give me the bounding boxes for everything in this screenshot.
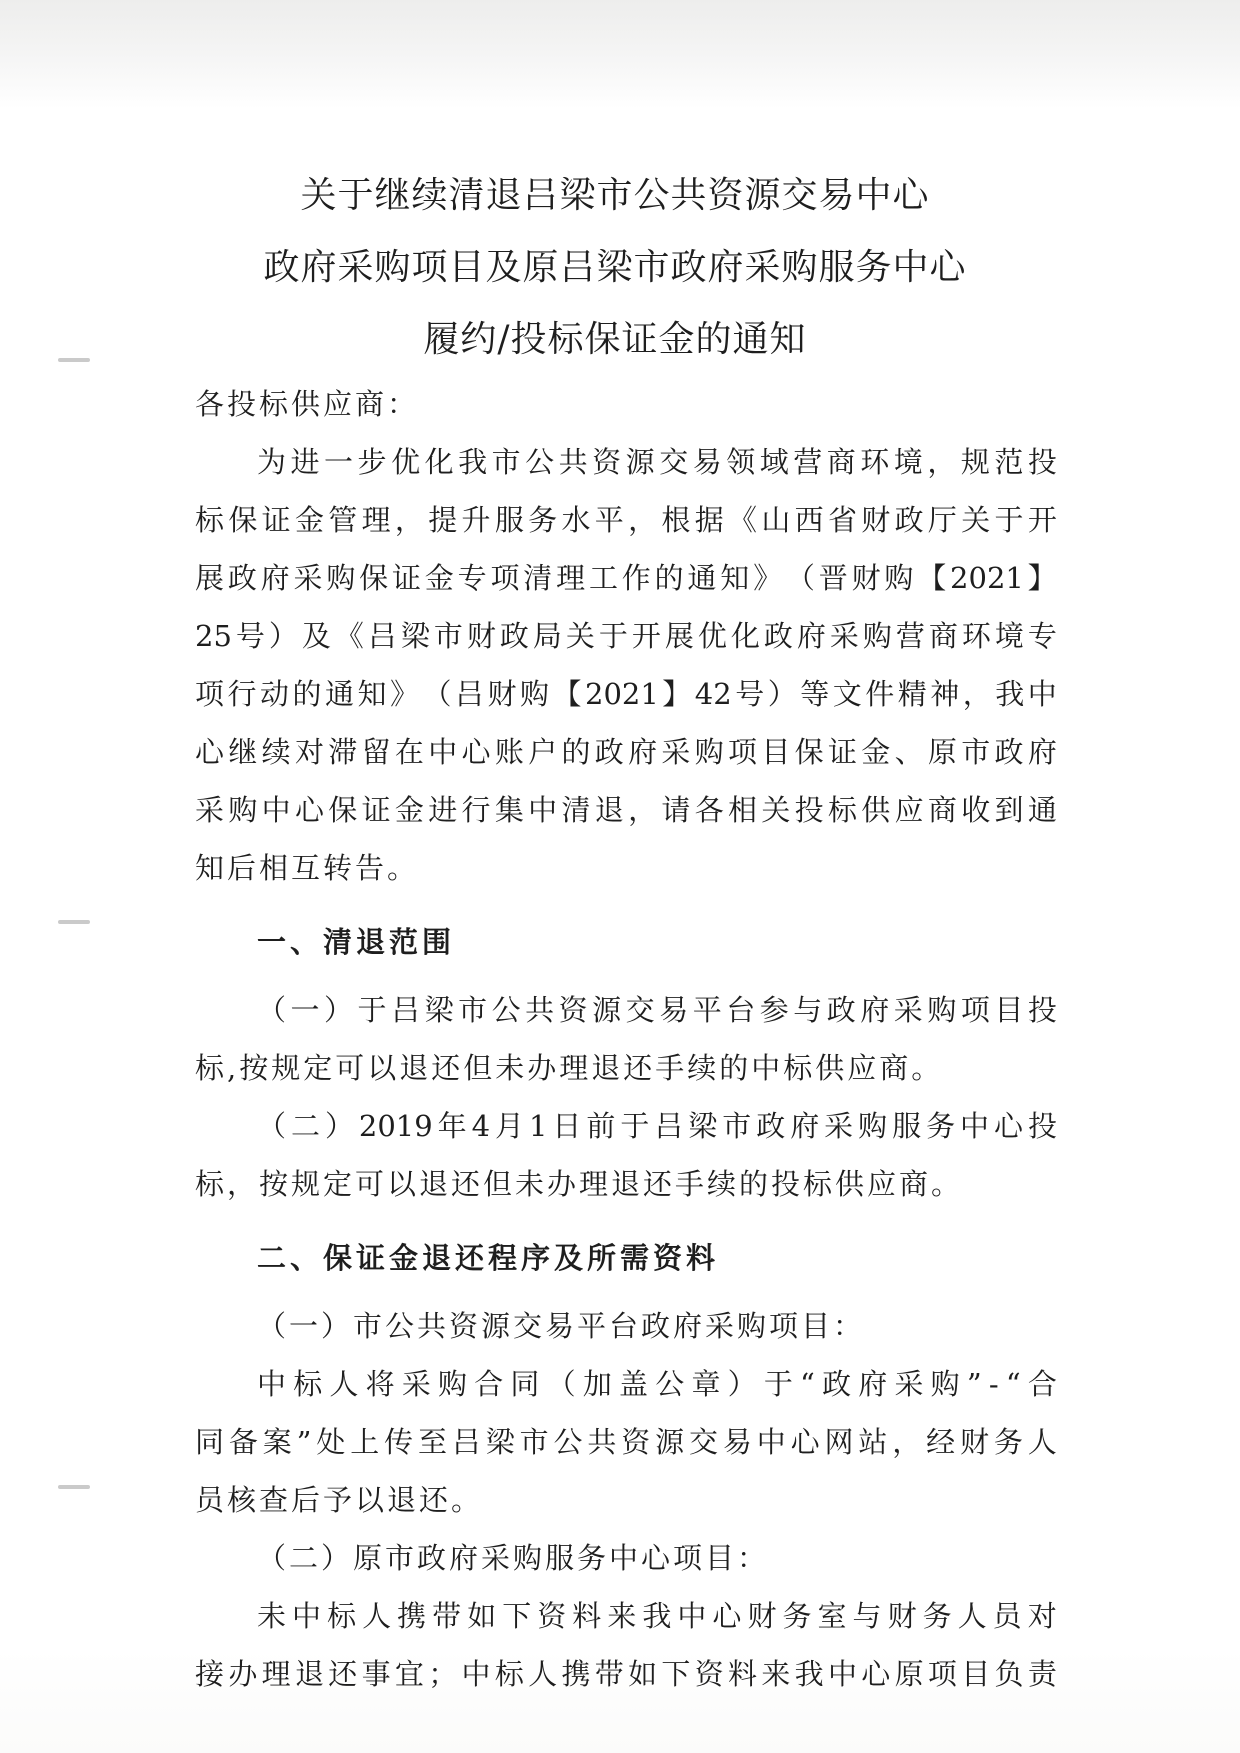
scope-item-1-line: 标,按规定可以退还但未办理退还手续的中标供应商。 bbox=[195, 1051, 944, 1085]
intro-line: 标 保 证 金 管 理 ， 提 升 服 务 水 平 ， 根 据 《 山 西 省 财 政 厅 关 于 开 bbox=[195, 503, 1057, 537]
scan-shadow bbox=[0, 0, 1240, 110]
section-heading-procedure: 二、保证金退还程序及所需资料 bbox=[257, 1241, 720, 1275]
intro-line: 知后相互转告。 bbox=[195, 851, 420, 885]
binding-hole-mark bbox=[58, 358, 90, 362]
procedure-sub2-title: （二）原市政府采购服务中心项目： bbox=[257, 1541, 770, 1575]
document-title bbox=[195, 160, 1035, 376]
intro-line: 展 政 府 采 购 保 证 金 专 项 清 理 工 作 的 通 知 》 （ 晋 财 购 【 2021 】 bbox=[195, 561, 1057, 595]
intro-line: 25 号 ） 及 《 吕 梁 市 财 政 局 关 于 开 展 优 化 政 府 采 购 营 商 环 境 专 bbox=[195, 619, 1057, 653]
binding-hole-mark bbox=[58, 1485, 90, 1489]
procedure-sub1-line: 员核查后予以退还。 bbox=[195, 1483, 484, 1517]
binding-hole-mark bbox=[58, 920, 90, 924]
spacer bbox=[195, 897, 1057, 913]
procedure-sub2-line: 接 办 理 退 还 事 宜 ； 中 标 人 携 带 如 下 资 料 来 我 中 心 原 项 目 负 责 bbox=[195, 1657, 1057, 1691]
scope-item-2-line: 标，按规定可以退还但未办理退还手续的投标供应商。 bbox=[195, 1167, 964, 1201]
salutation: 各投标供应商： bbox=[195, 387, 420, 421]
spacer bbox=[195, 1213, 1057, 1229]
intro-line: 心 继 续 对 滞 留 在 中 心 账 户 的 政 府 采 购 项 目 保 证 金 、 原 市 政 府 bbox=[195, 735, 1057, 769]
title-line-2: 政府采购项目及原吕梁市政府采购服务中心 bbox=[263, 247, 967, 288]
section-heading-scope: 一、清退范围 bbox=[257, 925, 456, 959]
procedure-sub1-line: 中 标 人 将 采 购 合 同 （ 加 盖 公 章 ） 于 “ 政 府 采 购 ” - “ 合 bbox=[257, 1367, 1057, 1401]
spacer bbox=[195, 971, 1057, 981]
intro-line: 为 进 一 步 优 化 我 市 公 共 资 源 交 易 领 域 营 商 环 境 ， 规 范 投 bbox=[257, 445, 1057, 479]
title-line-3: 履约/投标保证金的通知 bbox=[423, 319, 807, 360]
intro-line: 项 行 动 的 通 知 》 （ 吕 财 购 【 2021 】 42 号 ） 等 文 件 精 神 ， 我 中 bbox=[195, 677, 1057, 711]
procedure-sub2-line: 未 中 标 人 携 带 如 下 资 料 来 我 中 心 财 务 室 与 财 务 人 员 对 bbox=[257, 1599, 1057, 1633]
spacer bbox=[195, 1287, 1057, 1297]
scope-item-2-line: （ 二 ） 2019 年 4 月 1 日 前 于 吕 梁 市 政 府 采 购 服 务 中 心 投 bbox=[257, 1109, 1057, 1143]
title-line-1: 关于继续清退吕梁市公共资源交易中心 bbox=[300, 175, 930, 216]
intro-line: 采 购 中 心 保 证 金 进 行 集 中 清 退 ， 请 各 相 关 投 标 供 应 商 收 到 通 bbox=[195, 793, 1057, 827]
scope-item-1-line: （ 一 ） 于 吕 梁 市 公 共 资 源 交 易 平 台 参 与 政 府 采 购 项 目 投 bbox=[257, 993, 1057, 1027]
document-body bbox=[195, 375, 1057, 1703]
procedure-sub1-title: （一）市公共资源交易平台政府采购项目： bbox=[257, 1309, 866, 1343]
procedure-sub1-line: 同 备 案 ” 处 上 传 至 吕 梁 市 公 共 资 源 交 易 中 心 网 站 ， 经 财 务 人 bbox=[195, 1425, 1057, 1459]
